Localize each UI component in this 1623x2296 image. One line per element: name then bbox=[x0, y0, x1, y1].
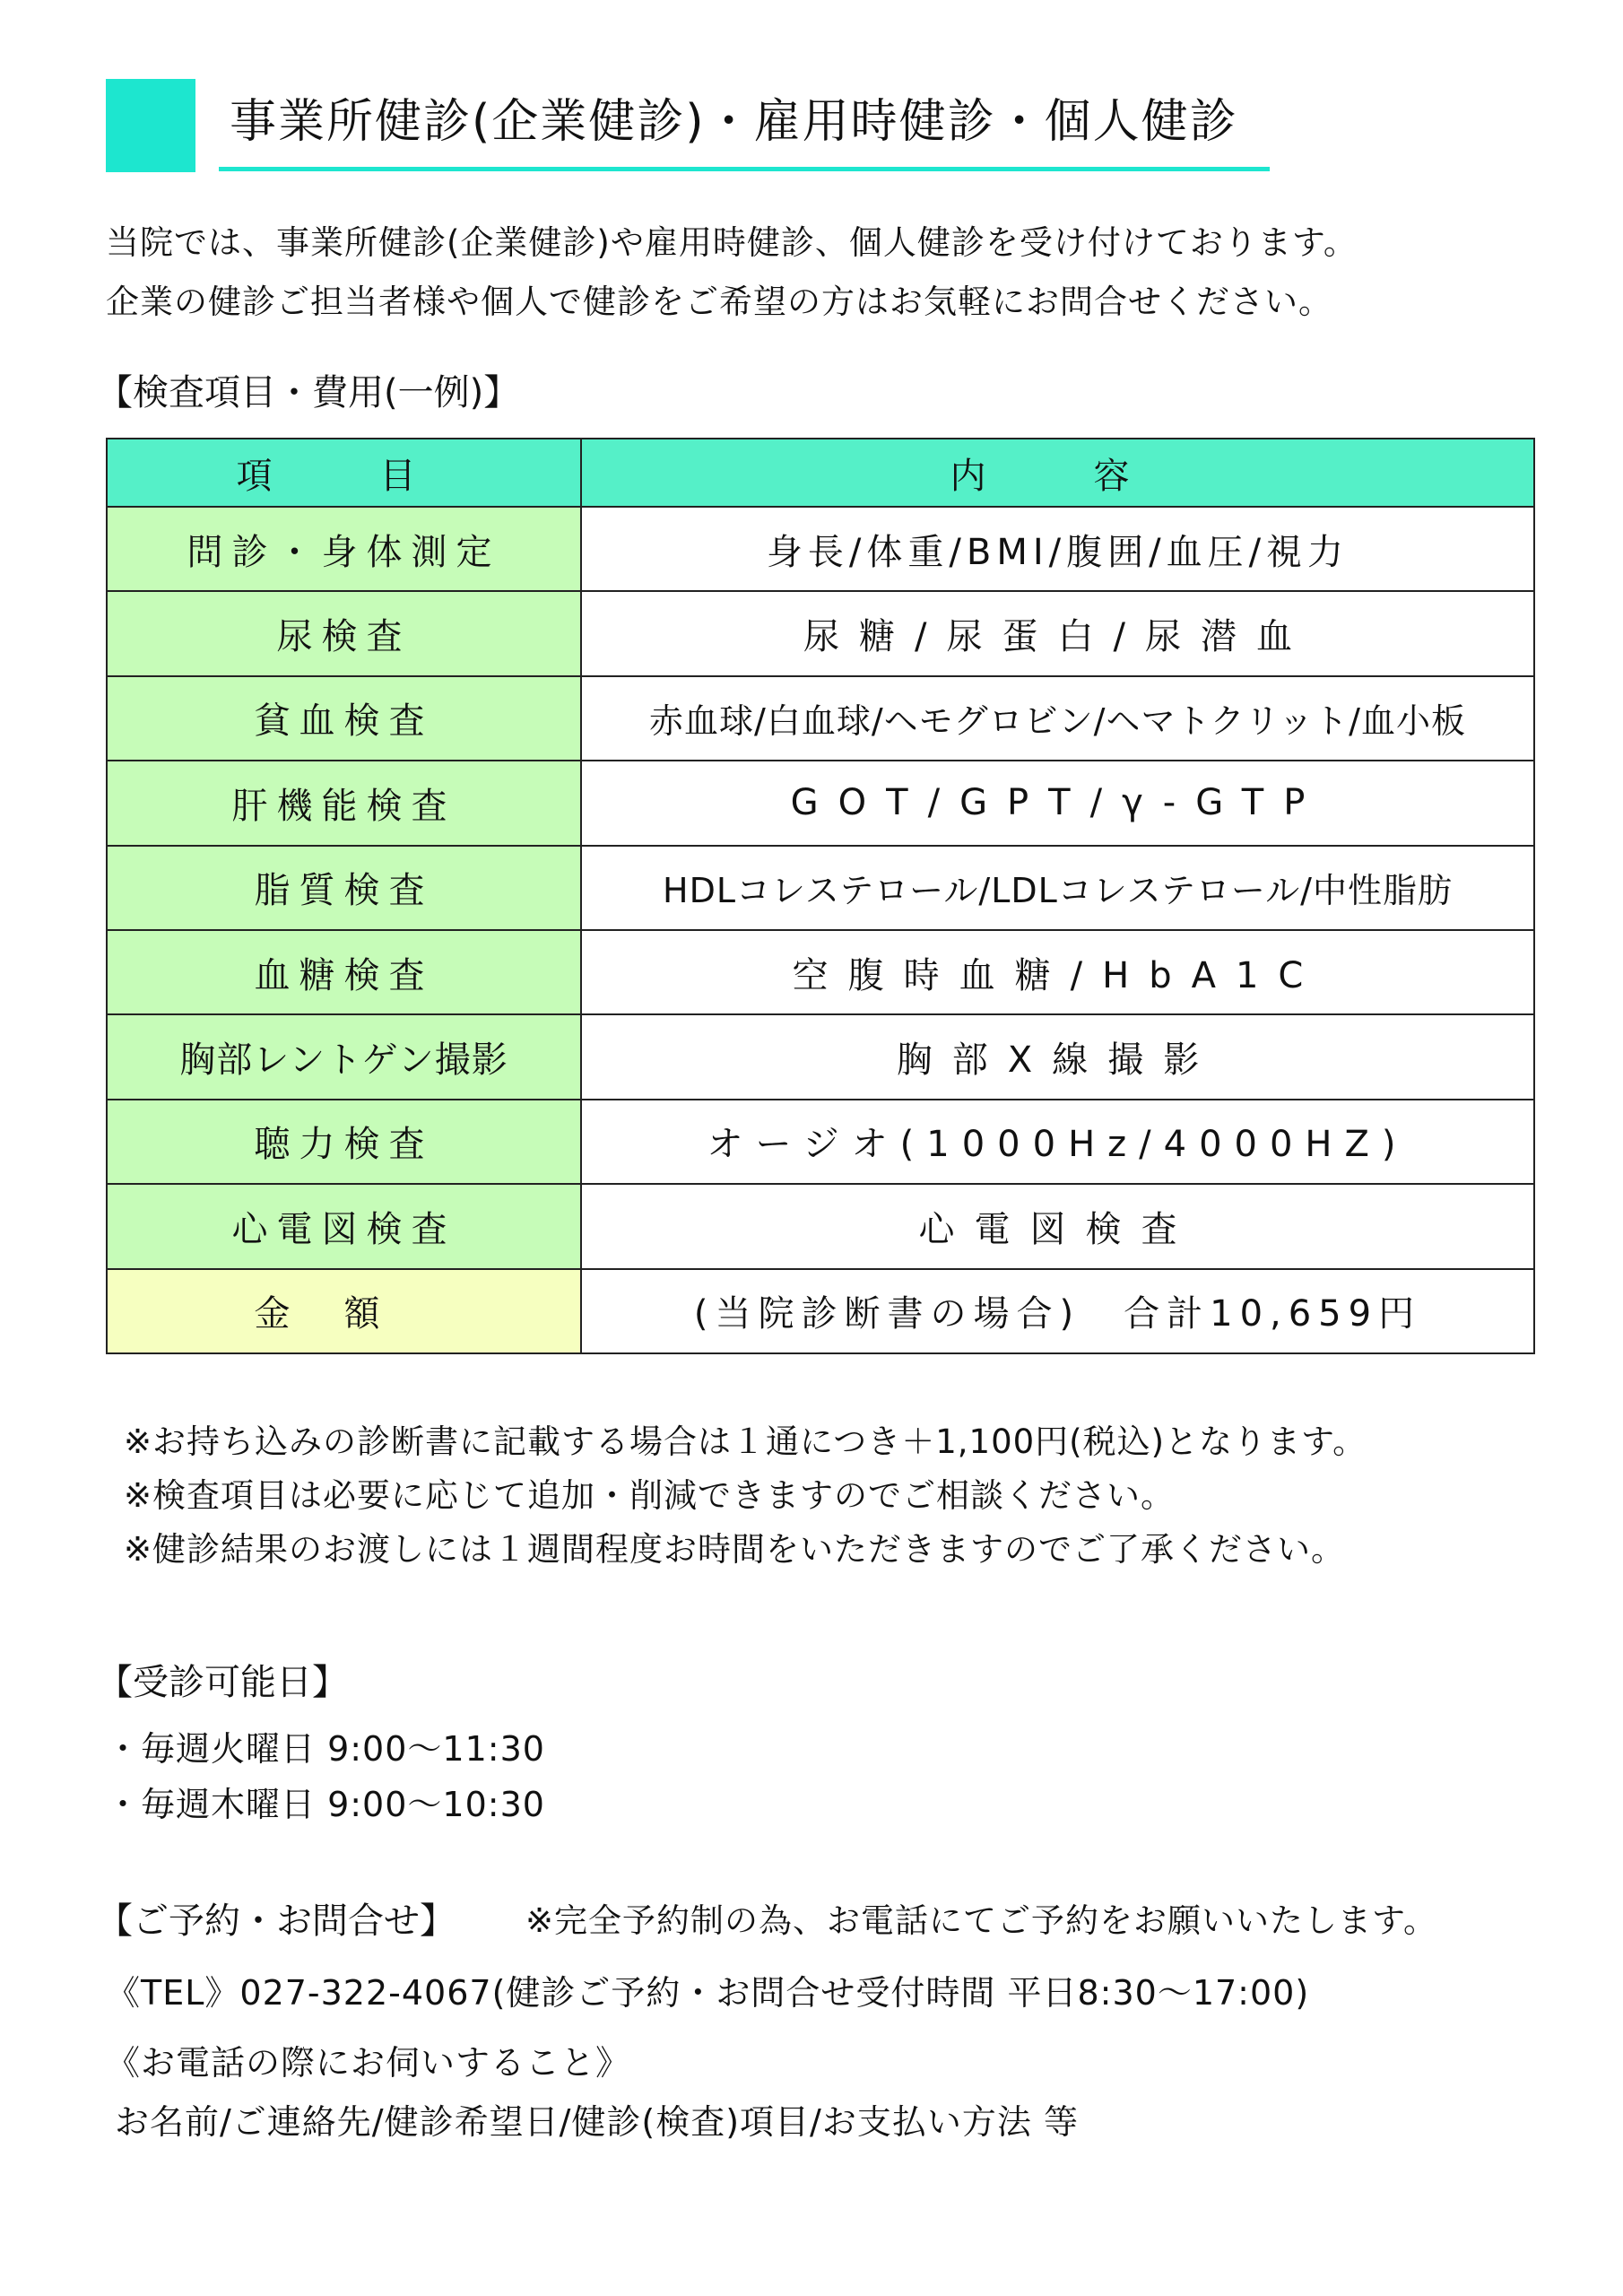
exam-content-total: (当院診断書の場合) 合計10,659円 bbox=[581, 1269, 1534, 1353]
table-row bbox=[107, 930, 1534, 1014]
contact-note: ※完全予約制の為、お電話にてご予約をお願いいたします。 bbox=[525, 1901, 1438, 1940]
exam-item: 心電図検査 bbox=[107, 1184, 581, 1268]
contact-heading: 【ご予約・お問合せ】 bbox=[97, 1900, 456, 1942]
intro-line: 当院では、事業所健診(企業健診)や雇用時健診、個人健診を受け付けております。 bbox=[106, 223, 1358, 262]
exam-section-heading: 【検査項目・費用(一例)】 bbox=[97, 372, 520, 413]
exam-item: 血糖検査 bbox=[107, 930, 581, 1014]
column-header-item: 項 目 bbox=[107, 439, 581, 507]
notes bbox=[124, 1415, 1367, 1577]
table-row bbox=[107, 1184, 1534, 1268]
call-info-items: お名前/ご連絡先/健診希望日/健診(検査)項目/お支払い方法 等 bbox=[115, 2102, 1079, 2142]
column-header-content: 内 容 bbox=[581, 439, 1534, 507]
exam-table bbox=[106, 438, 1535, 1354]
available-day-item: ・毎週火曜日 9:00〜11:30 bbox=[106, 1729, 545, 1769]
exam-item: 脂質検査 bbox=[107, 846, 581, 930]
exam-content: HDLコレステロール/LDLコレステロール/中性脂肪 bbox=[581, 846, 1534, 930]
table-header-row bbox=[107, 439, 1534, 507]
available-days-heading: 【受診可能日】 bbox=[97, 1662, 348, 1703]
note-line: ※お持ち込みの診断書に記載する場合は１通につき＋1,100円(税込)となります。 bbox=[124, 1422, 1367, 1461]
exam-item: 肝機能検査 bbox=[107, 761, 581, 845]
table-row bbox=[107, 1100, 1534, 1184]
table-row bbox=[107, 507, 1534, 591]
exam-item: 胸部レントゲン撮影 bbox=[107, 1014, 581, 1099]
exam-content: 赤血球/白血球/ヘモグロビン/ヘマトクリット/血小板 bbox=[581, 676, 1534, 761]
table-row bbox=[107, 1014, 1534, 1099]
exam-item: 貧血検査 bbox=[107, 676, 581, 761]
exam-content: 身長/体重/BMI/腹囲/血圧/視力 bbox=[581, 507, 1534, 591]
table-row bbox=[107, 846, 1534, 930]
exam-content: GOT/GPT/γ-GTP bbox=[581, 761, 1534, 845]
exam-item: 問診・身体測定 bbox=[107, 507, 581, 591]
exam-content: 胸部X線撮影 bbox=[581, 1014, 1534, 1099]
page-title: 事業所健診(企業健診)・雇用時健診・個人健診 bbox=[230, 95, 1238, 149]
title-accent-square bbox=[106, 79, 195, 172]
call-info-heading: 《お電話の際にお伺いすること》 bbox=[106, 2043, 631, 2083]
exam-item-total: 金額 bbox=[107, 1269, 581, 1353]
table-row bbox=[107, 676, 1534, 761]
table-row-total bbox=[107, 1269, 1534, 1353]
exam-item: 聴力検査 bbox=[107, 1100, 581, 1184]
note-line: ※健診結果のお渡しには１週間程度お時間をいただきますのでご了承ください。 bbox=[124, 1530, 1345, 1569]
exam-content: 空腹時血糖/HbA1C bbox=[581, 930, 1534, 1014]
intro-text bbox=[106, 213, 1358, 332]
exam-content: 尿糖/尿蛋白/尿潜血 bbox=[581, 591, 1534, 675]
table-row bbox=[107, 761, 1534, 845]
available-day-item: ・毎週木曜日 9:00〜10:30 bbox=[106, 1785, 545, 1824]
table-row bbox=[107, 591, 1534, 675]
contact-tel: 《TEL》027-322-4067(健診ご予約・お問合せ受付時間 平日8:30〜17:00) bbox=[106, 1973, 1310, 2013]
exam-item: 尿検査 bbox=[107, 591, 581, 675]
exam-content: 心電図検査 bbox=[581, 1184, 1534, 1268]
title-underline bbox=[219, 167, 1270, 171]
note-line: ※検査項目は必要に応じて追加・削減できますのでご相談ください。 bbox=[124, 1476, 1176, 1515]
intro-line: 企業の健診ご担当者様や個人で健診をご希望の方はお気軽にお問合せください。 bbox=[106, 283, 1332, 321]
exam-content: オージオ(1000Hz/4000HZ) bbox=[581, 1100, 1534, 1184]
